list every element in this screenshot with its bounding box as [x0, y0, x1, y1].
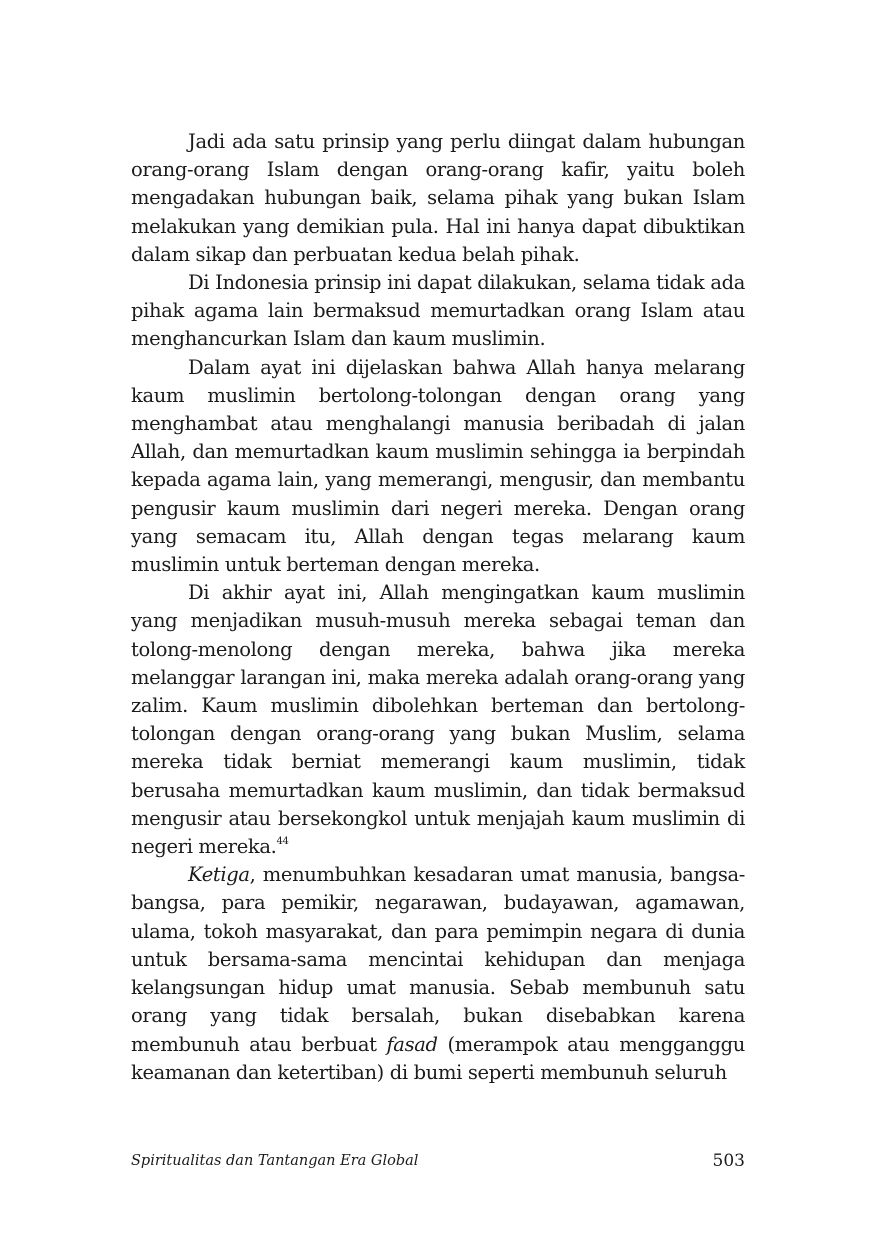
- paragraph: Jadi ada satu prinsip yang perlu diingat dalam hubungan orang-orang Islam dengan orang-orang kafir, yaitu boleh mengadakan hubungan baik, selama pihak yang bukan Islam melakukan yang demikian pula. Hal ini hanya dapat dibuktikan dalam sikap dan perbuatan kedua belah pihak.: [131, 130, 745, 266]
- paragraph-text: Di akhir ayat ini, Allah mengingatkan kaum muslimin yang menjadikan musuh-musuh mereka sebagai teman dan tolong-menolong dengan mereka, bahwa jika mereka melanggar larangan ini, maka mereka adalah orang-orang yang zalim. Kaum muslimin dibolehkan berteman dan bertolong-tolongan dengan orang-orang yang bukan Muslim, selama mereka tidak berniat memerangi kaum muslimin, tidak berusaha memurtadkan kaum muslimin, dan tidak bermaksud mengusir atau bersekongkol untuk menjajah kaum muslimin di negeri mereka.: [131, 581, 745, 859]
- paragraph: Di Indonesia prinsip ini dapat dilakukan, selama tidak ada pihak agama lain bermaksud memurtadkan orang Islam atau menghancurkan Islam dan kaum muslimin.: [131, 271, 745, 351]
- italic-lead-word: Ketiga: [188, 863, 250, 887]
- footnote-reference[interactable]: 44: [276, 836, 289, 848]
- paragraph: Dalam ayat ini dijelaskan bahwa Allah hanya melarang kaum muslimin bertolong-tolongan dengan orang yang menghambat atau menghalangi manusia beribadah di jalan Allah, dan memurtadkan kaum muslimin sehingga ia berpindah kepada agama lain, yang memerangi, mengusir, dan membantu pengusir kaum muslimin dari negeri mereka. Dengan orang yang semacam itu, Allah dengan tegas melarang kaum muslimin untuk berteman dengan mereka.: [131, 355, 745, 577]
- paragraph-with-footnote: [131, 579, 745, 861]
- paragraph: [131, 861, 745, 1087]
- italic-term: fasad: [386, 1032, 438, 1056]
- footer-book-title: Spiritualitas dan Tantangan Era Global: [131, 1153, 419, 1169]
- paragraph-text: (merampok atau mengganggu keamanan dan ketertiban) di bumi seperti membunuh seluruh: [131, 1032, 745, 1084]
- page-number: 503: [712, 1151, 745, 1171]
- paragraph-text: , menumbuhkan kesadaran umat manusia, bangsa-bangsa, para pemikir, negarawan, budayawan, agamawan, ulama, tokoh masyarakat, dan para pemimpin negara di dunia untuk bersama-sama mencintai kehidupan dan menjaga kelangsungan hidup umat manusia. Sebab membunuh satu orang yang tidak bersalah, bukan disebabkan karena membunuh atau berbuat: [131, 863, 745, 1056]
- body-text: [131, 128, 745, 1087]
